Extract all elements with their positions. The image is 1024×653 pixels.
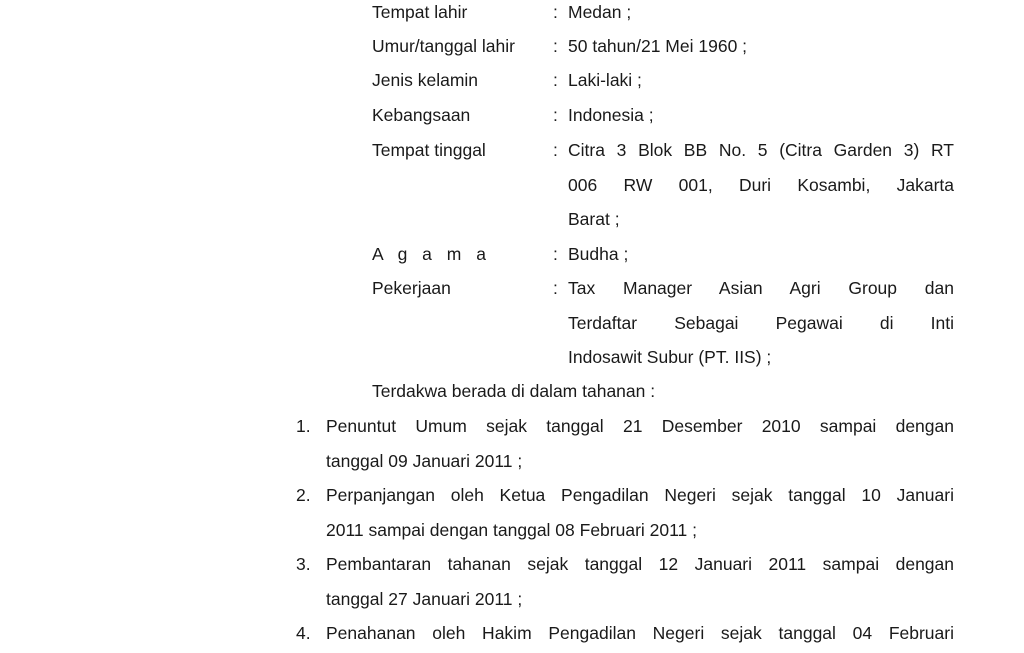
detention-intro: Terdakwa berada di dalam tahanan : xyxy=(372,381,656,401)
field-colon: : xyxy=(553,70,558,90)
item-line: Penuntut Umum sejak tanggal 21 Desember 2010 sampai dengan xyxy=(326,416,954,436)
item-number: 4. xyxy=(296,623,311,643)
field-colon: : xyxy=(553,36,558,56)
field-value-line: Citra 3 Blok BB No. 5 (Citra Garden 3) RT xyxy=(568,140,954,160)
field-label: Tempat lahir xyxy=(372,2,468,22)
field-value-line: Laki-laki ; xyxy=(568,70,642,90)
field-value-line: Medan ; xyxy=(568,2,632,22)
field-value-line: Tax Manager Asian Agri Group dan xyxy=(568,278,954,298)
item-number: 2. xyxy=(296,485,311,505)
item-line: 2011 sampai dengan tanggal 08 Februari 2011 ; xyxy=(326,519,698,540)
field-value-line: Budha ; xyxy=(568,244,629,264)
field-value-line: 50 tahun/21 Mei 1960 ; xyxy=(568,36,748,56)
field-value xyxy=(568,29,954,64)
field-value xyxy=(568,63,954,98)
field-value xyxy=(568,98,954,133)
item-text xyxy=(326,478,954,547)
field-label: A g a m a xyxy=(372,244,491,264)
field-value xyxy=(568,237,954,272)
field-label: Kebangsaan xyxy=(372,105,471,125)
field-value xyxy=(568,133,954,237)
field-label: Tempat tinggal xyxy=(372,140,486,160)
item-line: Perpanjangan oleh Ketua Pengadilan Negeri sejak tanggal 10 Januari xyxy=(326,485,954,505)
field-value xyxy=(568,271,954,375)
field-colon: : xyxy=(553,140,558,160)
field-value xyxy=(568,0,954,30)
item-text xyxy=(326,616,954,651)
item-text xyxy=(326,409,954,478)
field-value-line: Barat ; xyxy=(568,209,620,230)
field-value-line: Indonesia ; xyxy=(568,105,654,125)
item-text xyxy=(326,547,954,616)
item-line: tanggal 09 Januari 2011 ; xyxy=(326,450,523,471)
item-line: Pembantaran tahanan sejak tanggal 12 Januari 2011 sampai dengan xyxy=(326,554,954,574)
field-colon: : xyxy=(553,105,558,125)
field-value-line: Indosawit Subur (PT. IIS) ; xyxy=(568,347,772,368)
item-number: 3. xyxy=(296,554,311,574)
field-value-line: 006 RW 001, Duri Kosambi, Jakarta xyxy=(568,174,954,195)
field-colon: : xyxy=(553,2,558,22)
field-value-line: Terdaftar Sebagai Pegawai di Inti xyxy=(568,312,954,333)
field-label: Jenis kelamin xyxy=(372,70,479,90)
item-number: 1. xyxy=(296,416,311,436)
field-label: Umur/tanggal lahir xyxy=(372,36,515,56)
item-line: Penahanan oleh Hakim Pengadilan Negeri sejak tanggal 04 Februari xyxy=(326,623,954,643)
field-label: Pekerjaan xyxy=(372,278,451,298)
item-line: tanggal 27 Januari 2011 ; xyxy=(326,588,523,609)
field-colon: : xyxy=(553,244,558,264)
field-colon: : xyxy=(553,278,558,298)
